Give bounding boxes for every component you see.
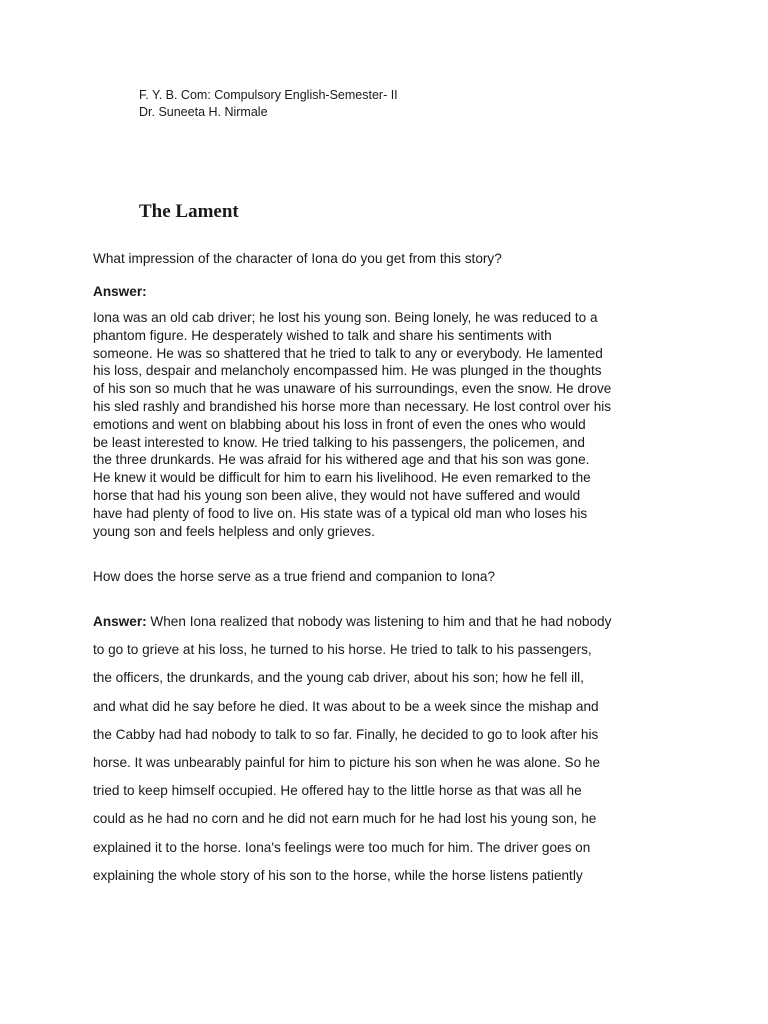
answer-1-line: of his son so much that he was unaware of his surroundings, even the snow. He drove (93, 381, 612, 397)
answer-2-line: explained it to the horse. Iona's feelings were too much for him. The driver goes on (93, 839, 591, 855)
course-title: F. Y. B. Com: Compulsory English-Semester- II (139, 88, 398, 102)
answer-1-line: be least interested to know. He tried talking to his passengers, the policemen, and (93, 434, 585, 450)
answer-2-line: explaining the whole story of his son to the horse, while the horse listens patiently (93, 867, 583, 883)
answer-1-line: have had plenty of food to live on. His state was of a typical old man who loses his (93, 505, 588, 521)
answer-2-line: to go to grieve at his loss, he turned to his horse. He tried to talk to his passengers, (93, 642, 592, 658)
answer-1-line: phantom figure. He desperately wished to talk and share his sentiments with (93, 327, 552, 343)
answer-1-line: his sled rashly and brandished his horse more than necessary. He lost control over his (93, 398, 612, 414)
answer-1-line: Iona was an old cab driver; he lost his young son. Being lonely, he was reduced to a (93, 310, 598, 325)
answer-1-line: the three drunkards. He was afraid for his withered age and that his son was gone. (93, 452, 590, 468)
answer-2-line: could as he had no corn and he did not earn much for he had lost his young son, he (93, 811, 597, 827)
answer-1-label: Answer: (93, 284, 147, 299)
answer-2-line: the Cabby had had nobody to talk to so far. Finally, he decided to go to look after his (93, 726, 599, 742)
question-1: What impression of the character of Iona do you get from this story? (93, 251, 502, 266)
answer-1-line: horse that had his young son been alive, they would not have suffered and would (93, 487, 581, 503)
answer-1-line: someone. He was so shattered that he tried to talk to any or everybody. He lamented (93, 345, 603, 361)
answer-2-first-line (93, 608, 683, 636)
answer-2-line: horse. It was unbearably painful for him to picture his son when he was alone. So he (93, 755, 601, 771)
answer-2-paragraph (93, 608, 683, 890)
document-header (139, 87, 398, 121)
answer-1-line: young son and feels helpless and only grieves. (93, 523, 375, 539)
question-2: How does the horse serve as a true friend and companion to Iona? (93, 569, 496, 584)
answer-2-label: Answer: (93, 614, 147, 629)
page-title: The Lament (139, 201, 239, 222)
author-name: Dr. Suneeta H. Nirmale (139, 105, 268, 119)
answer-1-line: He knew it would be difficult for him to earn his livelihood. He even remarked to the (93, 470, 591, 486)
answer-2-first-line-text: When Iona realized that nobody was listening to him and that he had nobody (146, 614, 612, 629)
answer-2-line: and what did he say before he died. It was about to be a week since the mishap and (93, 698, 599, 714)
answer-1-line: his loss, despair and melancholy encompassed him. He was plunged in the thoughts (93, 363, 602, 379)
answer-2-line: the officers, the drunkards, and the young cab driver, about his son; how he fell ill, (93, 670, 584, 686)
answer-1-paragraph (93, 309, 683, 540)
answer-1-line: emotions and went on blabbing about his loss in front of even the ones who would (93, 416, 586, 432)
answer-2-line: tried to keep himself occupied. He offered hay to the little horse as that was all he (93, 783, 582, 799)
